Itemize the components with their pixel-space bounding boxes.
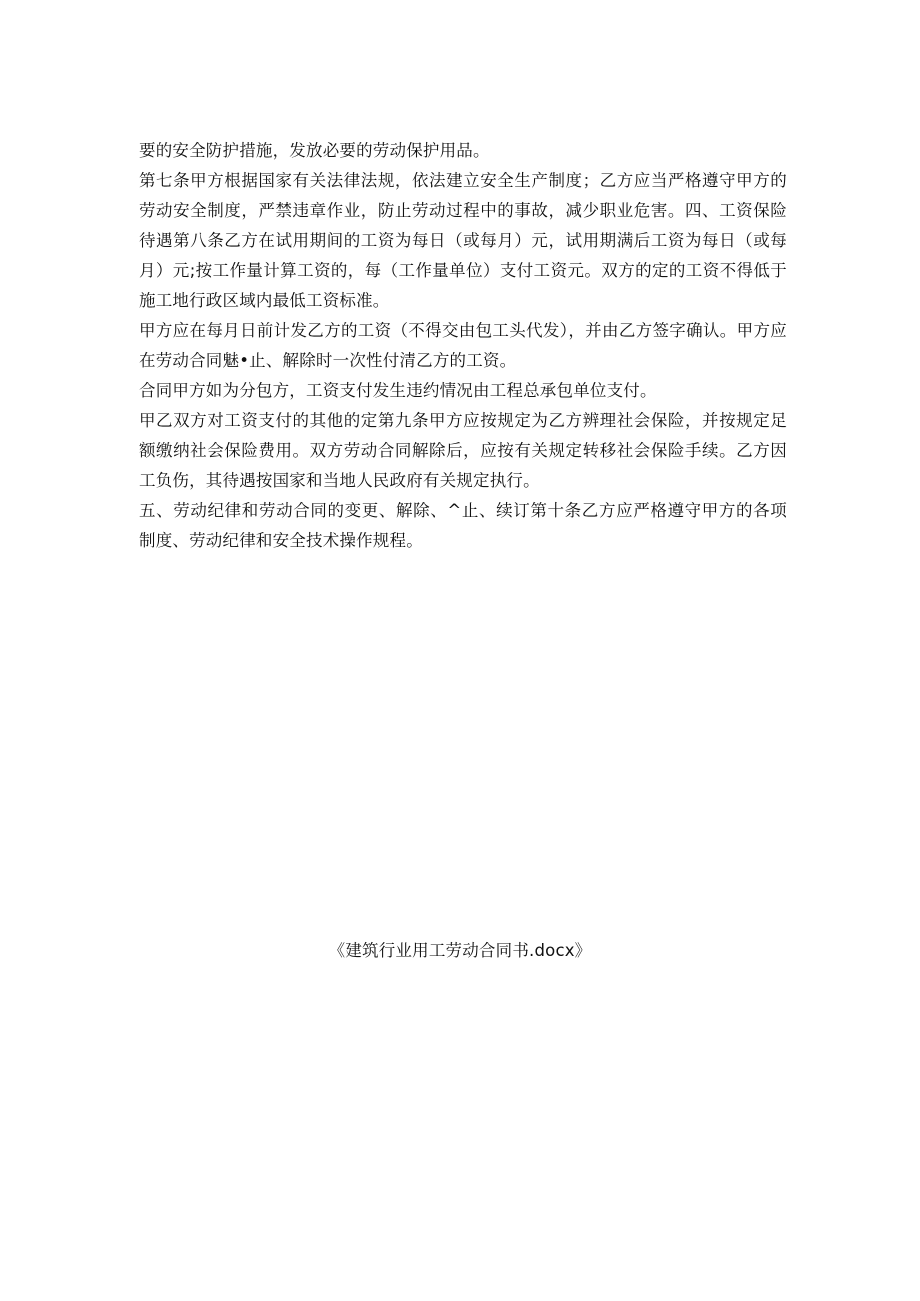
paragraph-subcontractor: 合同甲方如为分包方，工资支付发生违约情况由工程总承包单位支付。 (139, 381, 657, 400)
paragraph-article-7-8: 第七条甲方根据国家有关法律法规，依法建立安全生产制度；乙方应当严格遵守甲方的劳动安全制度，严禁违章作业，防止劳动过程中的事故，减少职业危害。四、工资保险待遇第八条乙方在试用期间的工资为每日（或每月）元，试用期满后工资为每日（或每月）元;按工作量计算工资的，每（工作量单位）支付工资元。双方的定的工资不得低于施工地行政区域内最低工资标准。 (139, 171, 787, 310)
paragraph-article-9-insurance: 甲乙双方对工资支付的其他的定第九条甲方应按规定为乙方辨理社会保险，并按规定足额缴纳社会保险费用。双方劳动合同解除后，应按有关规定转移社会保险手续。乙方因工负伤，其待遇按国家和当地人民政府有关规定执行。 (139, 411, 787, 490)
paragraph-wage-payment: 甲方应在每月日前计发乙方的工资（不得交由包工头代发），并由乙方签字确认。甲方应在劳动合同魅•止、解除时一次性付清乙方的工资。 (139, 321, 787, 370)
document-body (139, 136, 787, 556)
paragraph-article-10-discipline: 五、劳动纪律和劳动合同的变更、解除、^止、续订第十条乙方应严格遵守甲方的各项制度、劳动纪律和安全技术操作规程。 (139, 501, 787, 550)
document-file-title: 《建筑行业用工劳动合同书.docx》 (328, 941, 592, 960)
paragraph-safety-protection: 要的安全防护措施，发放必要的劳动保护用品。 (139, 141, 490, 160)
